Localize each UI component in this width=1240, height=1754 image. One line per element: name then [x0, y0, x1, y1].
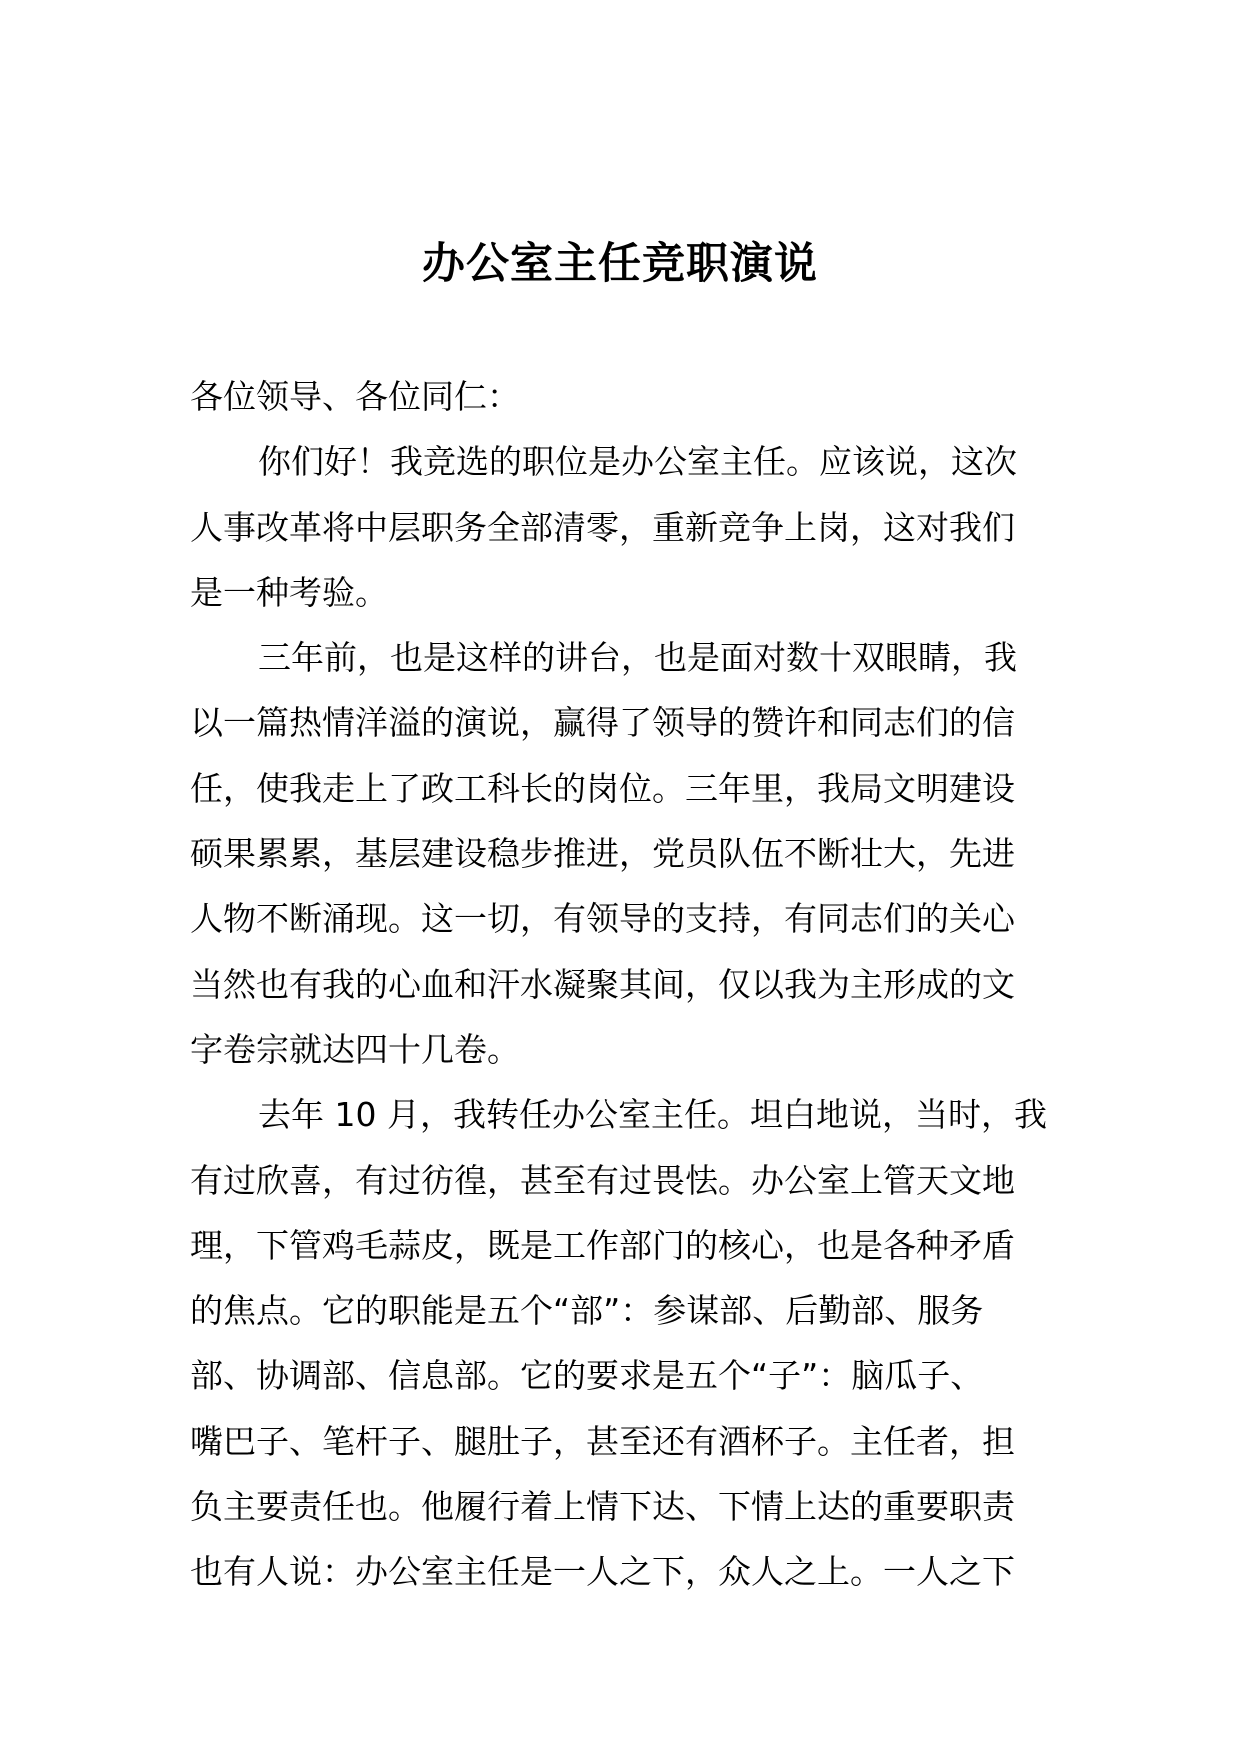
paragraph-line: 你们好！我竞选的职位是办公室主任。应该说，这次 — [258, 442, 1017, 482]
document-body — [190, 364, 1060, 1605]
paragraph-line: 以一篇热情洋溢的演说，赢得了领导的赞许和同志们的信 — [190, 703, 1015, 743]
paragraph-1 — [190, 429, 1060, 625]
paragraph-line: 字卷宗就达四十几卷。 — [190, 1029, 520, 1069]
paragraph-line: 也有人说：办公室主任是一人之下，众人之上。一人之下 — [190, 1552, 1015, 1592]
paragraph-line: 理，下管鸡毛蒜皮，既是工作部门的核心，也是各种矛盾 — [190, 1225, 1015, 1265]
paragraph-line: 人物不断涌现。这一切，有领导的支持，有同志们的关心 — [190, 899, 1015, 939]
paragraph-line: 任，使我走上了政工科长的岗位。三年里，我局文明建设 — [190, 768, 1015, 808]
paragraph-line: 的焦点。它的职能是五个“部”：参谋部、后勤部、服务 — [190, 1291, 984, 1331]
paragraph-line: 硕果累累，基层建设稳步推进，党员队伍不断壮大，先进 — [190, 834, 1015, 874]
paragraph-line: 嘴巴子、笔杆子、腿肚子，甚至还有酒杯子。主任者，担 — [190, 1421, 1015, 1461]
paragraph-line: 有过欣喜，有过彷徨，甚至有过畏怯。办公室上管天文地 — [190, 1160, 1015, 1200]
paragraph-line: 去年 10 月，我转任办公室主任。坦白地说，当时，我 — [258, 1095, 1047, 1135]
paragraph-line: 当然也有我的心血和汗水凝聚其间，仅以我为主形成的文 — [190, 964, 1015, 1004]
paragraph-line: 部、协调部、信息部。它的要求是五个“子”：脑瓜子、 — [190, 1356, 984, 1396]
document-title: 办公室主任竞职演说 — [422, 239, 818, 289]
salutation: 各位领导、各位同仁： — [190, 377, 520, 416]
paragraph-line: 是一种考验。 — [190, 572, 388, 612]
paragraph-line: 人事改革将中层职务全部清零，重新竞争上岗，这对我们 — [190, 507, 1015, 547]
paragraph-2 — [190, 625, 1060, 1082]
paragraph-line: 三年前，也是这样的讲台，也是面对数十双眼睛，我 — [258, 638, 1017, 678]
paragraph-3 — [190, 1082, 1060, 1604]
paragraph-line: 负主要责任也。他履行着上情下达、下情上达的重要职责 — [190, 1487, 1015, 1527]
